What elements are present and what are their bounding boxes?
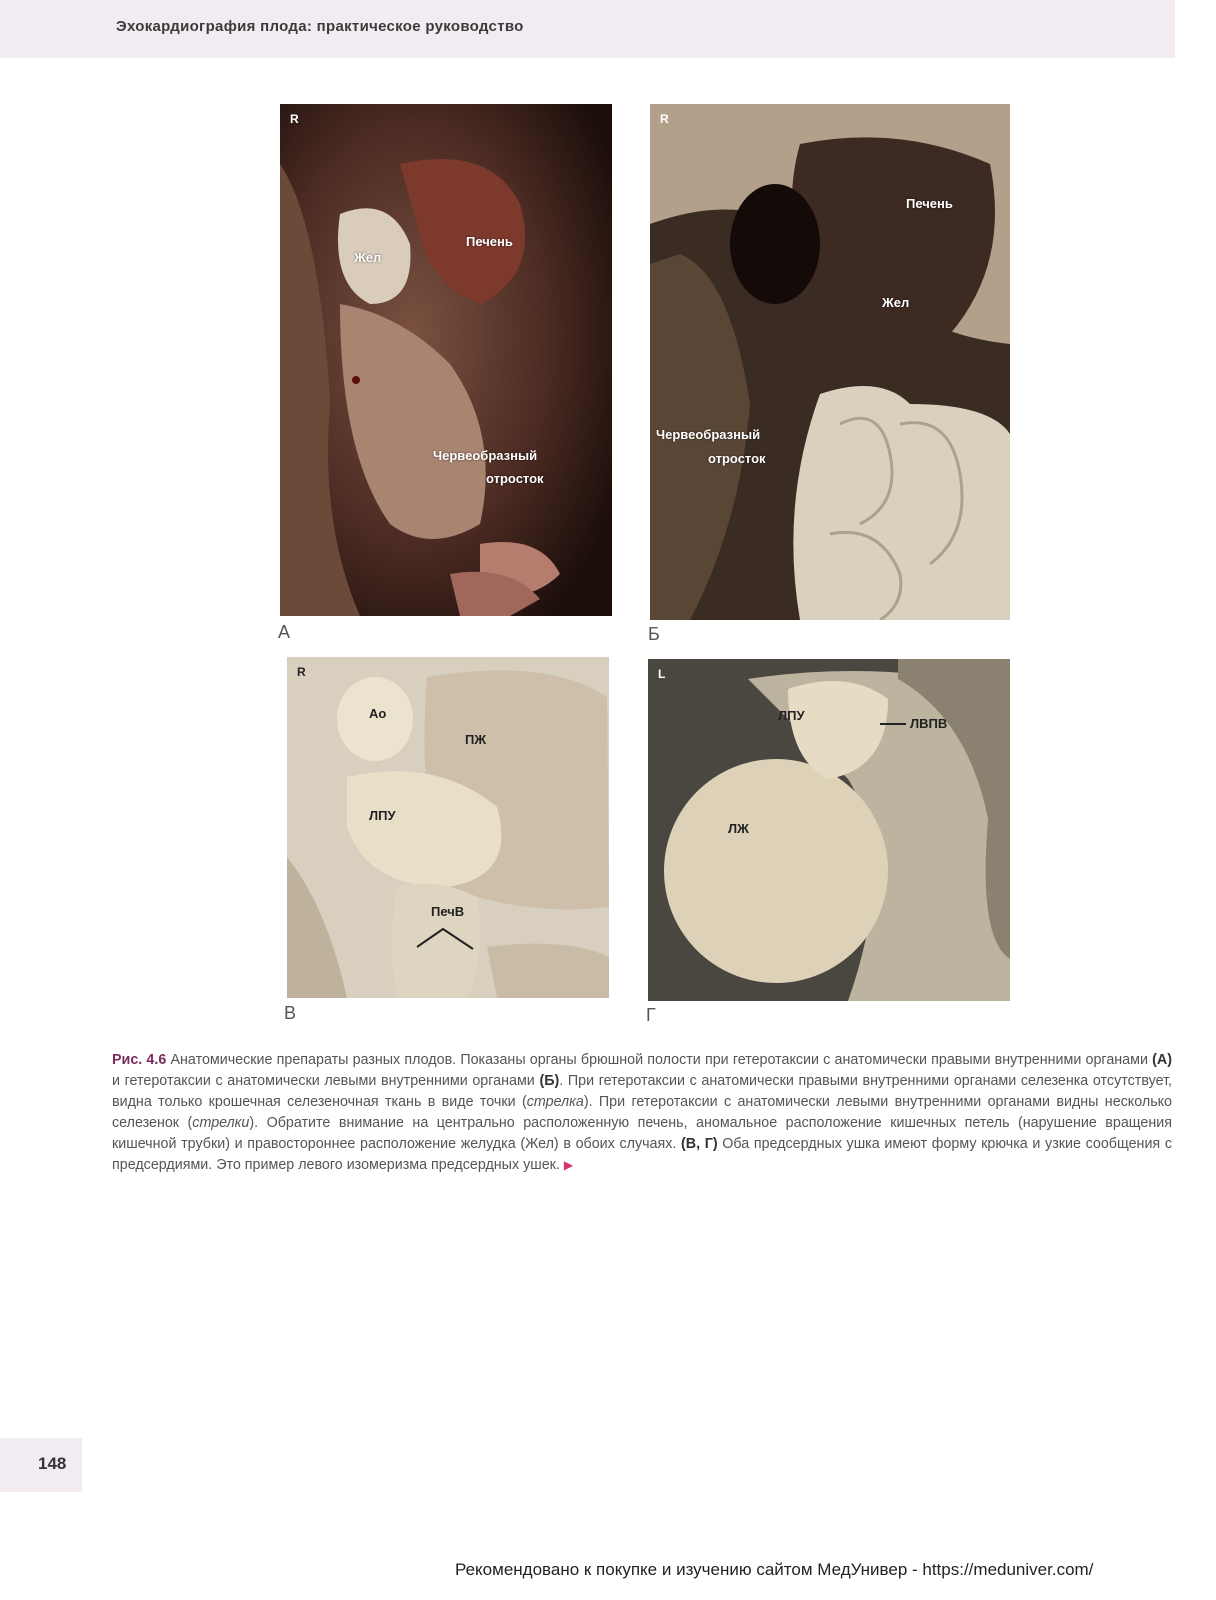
label-right-ventricle: ПЖ: [465, 732, 487, 747]
panel-letter-b: Б: [648, 624, 660, 644]
panel-letter-a: А: [278, 622, 291, 642]
photo-v: [287, 657, 609, 998]
page-number-tab: [0, 1438, 82, 1492]
figure-panel-v: [287, 657, 609, 998]
label-appendix-line2: отросток: [486, 471, 544, 486]
panel-letter-g: Г: [646, 1005, 656, 1025]
label-liver: Печень: [906, 196, 953, 211]
label-appendix-line1: Червеобразный: [433, 448, 538, 463]
figure-panel-b: [650, 104, 1010, 620]
book-title: Эхокардиография плода: практическое руководство: [116, 18, 524, 35]
photo-a: [280, 104, 612, 616]
orientation-marker: L: [658, 667, 666, 681]
label-liver: Печень: [466, 234, 513, 249]
leader-line: [648, 659, 1010, 1001]
orientation-marker: R: [297, 665, 306, 679]
label-left-atrial-appendage: ЛПУ: [778, 708, 805, 723]
label-stomach: Жел: [882, 295, 910, 310]
continue-triangle-icon: ▶: [563, 1158, 574, 1172]
figure-caption: Рис. 4.6 Анатомические препараты разных плодов. Показаны органы брюшной полости при гетеротаксии с анатомически правыми внутренними органами (А) и гетеротаксии с анатомически левыми внутренними органами (Б). При гетеротаксии с анатомически правыми внутренними органами селезенка отсутствует, видна только крошечная селезеночная ткань в виде точки (стрелка). При гетеротаксии с анатомически левыми внутренними органами видны несколько селезенок (стрелки). Обратите внимание на центрально расположенную печень, аномальное расположение кишечных петель (нарушение вращения кишечной трубки) и правостороннее расположение желудка (Жел) в обоих случаях. (В, Г) Оба предсердных ушка имеют форму крючка и узкие сообщения с предсердиями. Это пример левого изомеризма предсердных ушек. ▶: [112, 1052, 1173, 1173]
figure-panel-g: [648, 659, 1010, 1001]
figure-reference: Рис. 4.6: [112, 1052, 167, 1068]
running-header: [0, 0, 1175, 58]
label-appendix-line1: Червеобразный: [656, 427, 761, 442]
label-aorta: Ао: [369, 706, 387, 721]
panel-letter-v: В: [284, 1003, 297, 1023]
label-appendix-line2: отросток: [708, 451, 766, 466]
label-left-superior-vena-cava: ЛВПВ: [910, 716, 948, 731]
orientation-marker: R: [290, 112, 299, 126]
label-left-atrial-appendage: ЛПУ: [369, 808, 396, 823]
orientation-marker: R: [660, 112, 669, 126]
label-hepatic-vein: ПечВ: [431, 904, 465, 919]
footer-note: Рекомендовано к покупке и изучению сайтом МедУнивер - https://meduniver.com/: [455, 1560, 1094, 1579]
label-stomach: Жел: [354, 250, 382, 265]
page-number: 148: [38, 1454, 67, 1473]
figure-panel-a: [280, 104, 612, 616]
label-left-ventricle: ЛЖ: [728, 821, 749, 836]
photo-b: [650, 104, 1010, 620]
